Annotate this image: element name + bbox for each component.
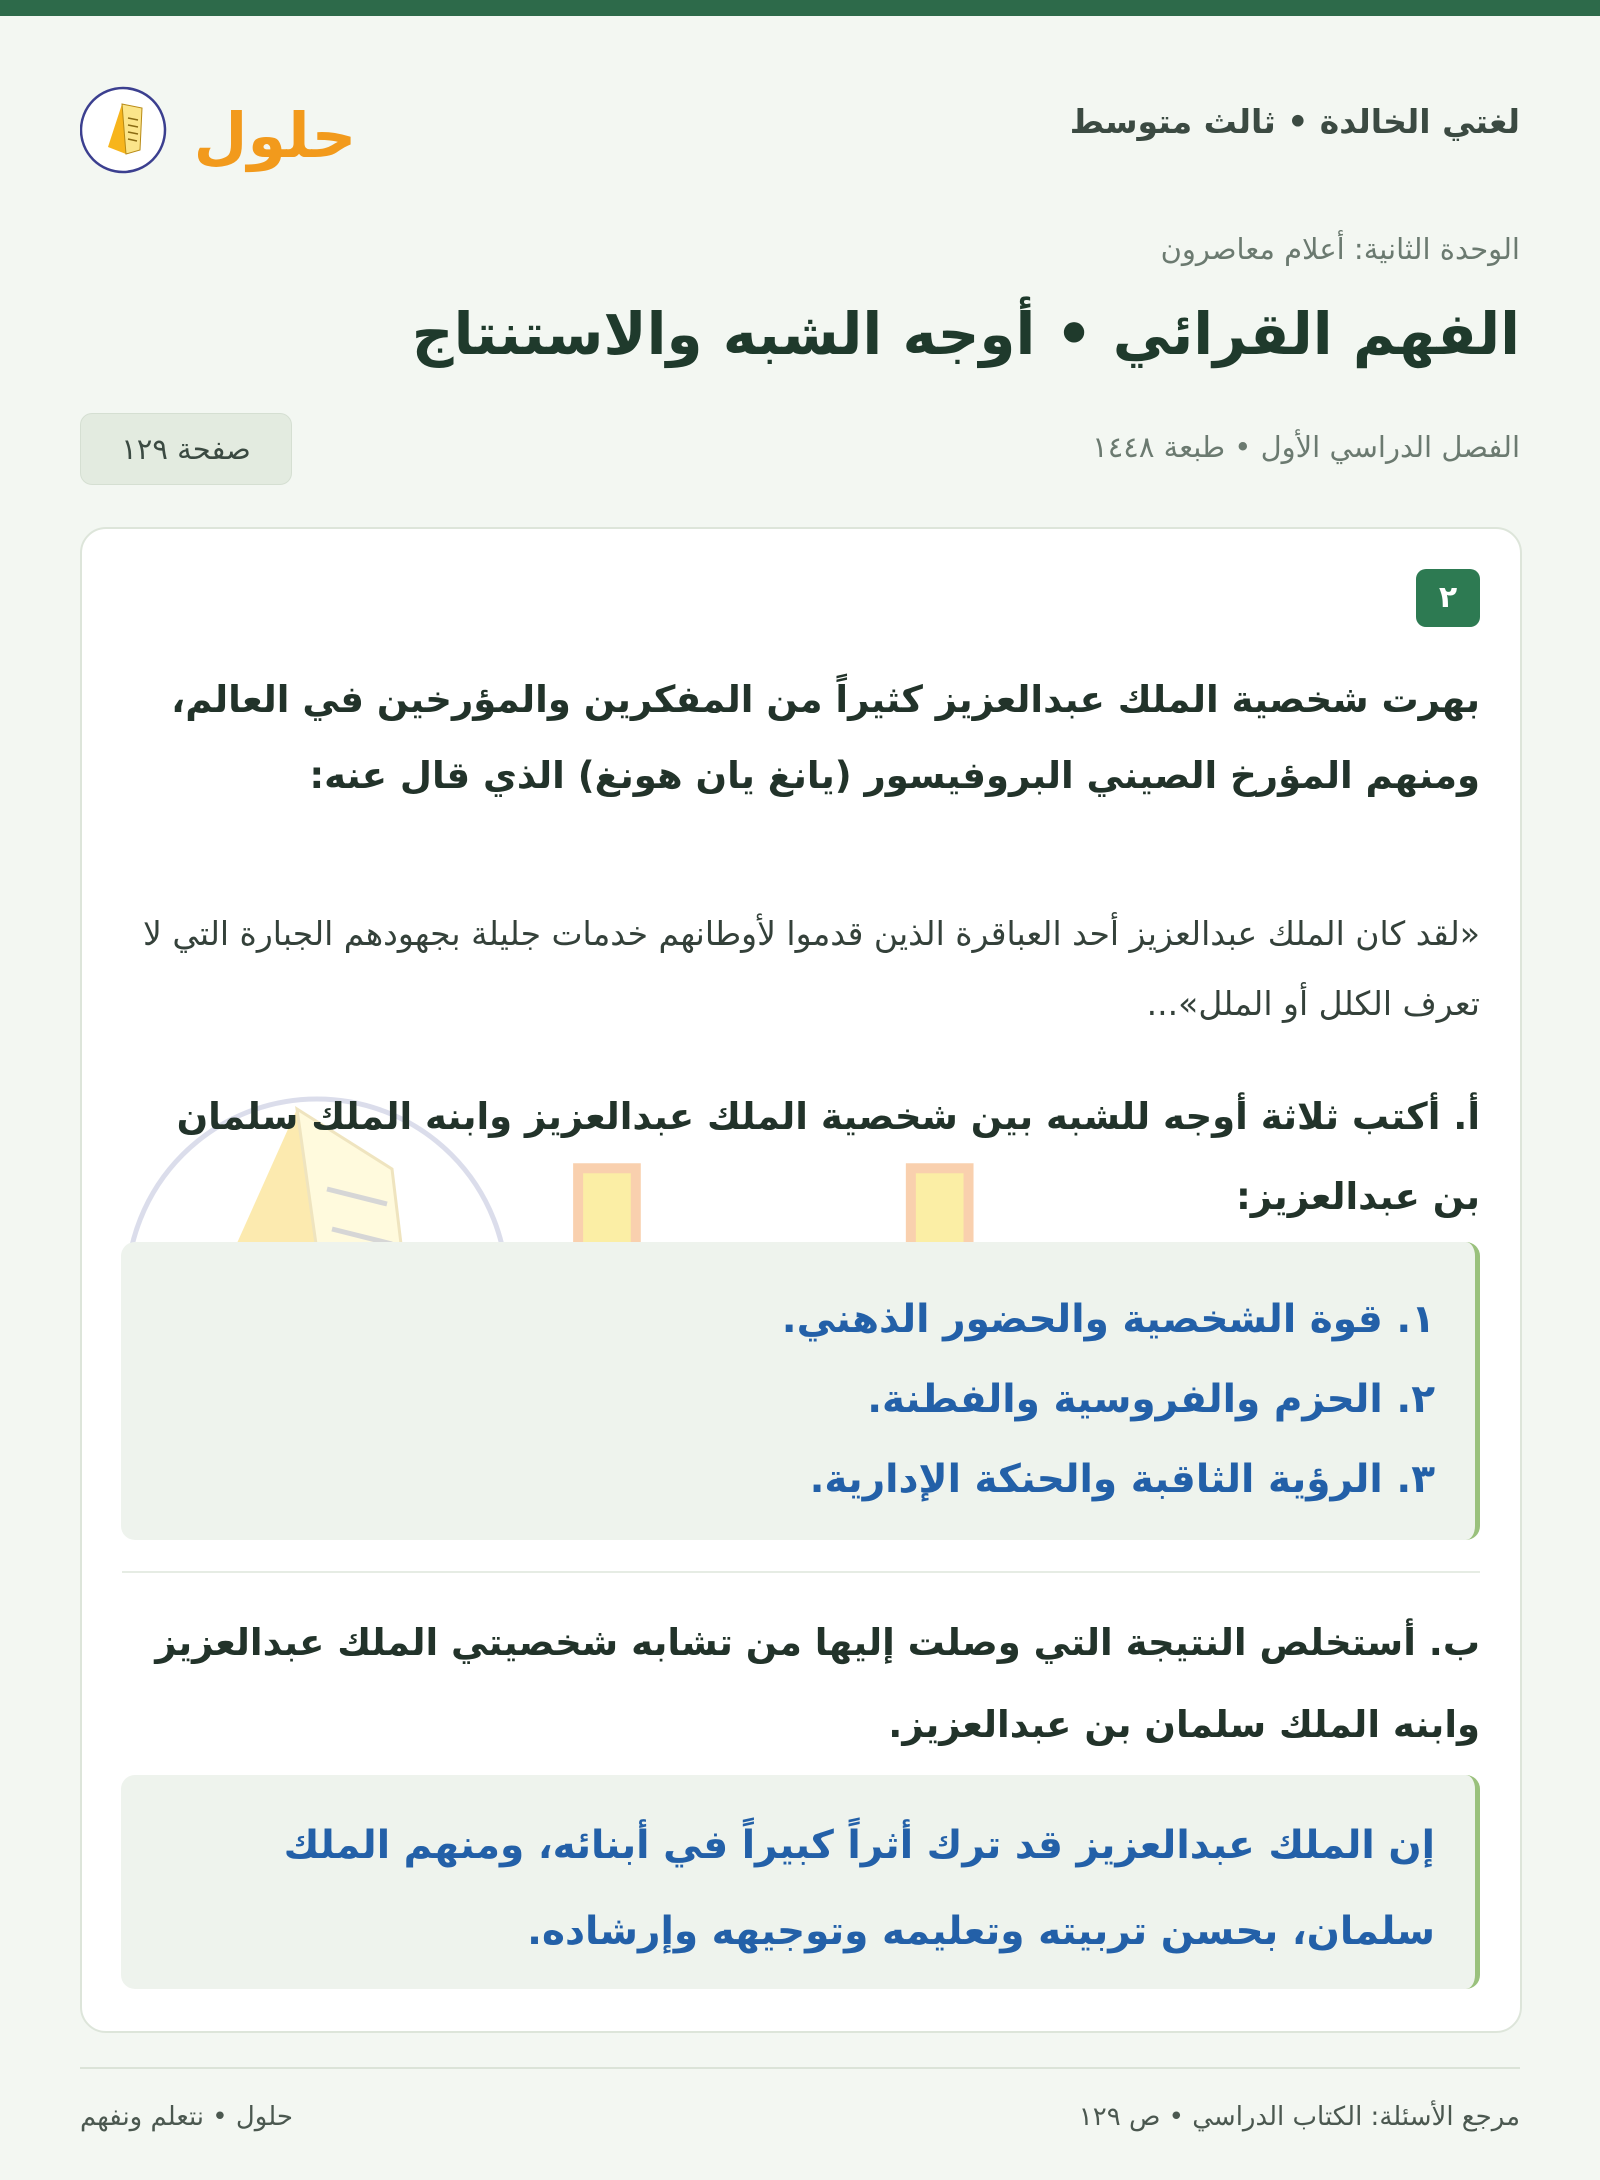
page-number-badge: صفحة ١٢٩ xyxy=(80,413,292,485)
term-edition: الفصل الدراسي الأول • طبعة ١٤٤٨ xyxy=(1092,430,1520,464)
question-card xyxy=(80,527,1522,2033)
part-b-answer-box xyxy=(121,1775,1480,1989)
book-title: لغتي الخالدة • ثالث متوسط xyxy=(1069,102,1520,141)
answer-item: ٢. الحزم والفروسية والفطنة. xyxy=(867,1377,1435,1422)
footer-divider xyxy=(80,2067,1520,2069)
brand-logo[interactable] xyxy=(80,62,380,192)
page-title: الفهم القرائي • أوجه الشبه والاستنتاج xyxy=(411,300,1520,368)
logo-text: حلول xyxy=(193,99,357,172)
quotation: «لقد كان الملك عبدالعزيز أحد العباقرة الذين قدموا لأوطانهم خدمات جليلة بجهودهم الجبارة التي لا تعرف الكلل أو الملل»... xyxy=(143,914,1480,1023)
answer-item: ١. قوة الشخصية والحضور الذهني. xyxy=(781,1297,1435,1342)
top-accent-bar xyxy=(0,0,1600,16)
part-b-answer: إن الملك عبدالعزيز قد ترك أثراً كبيراً في أبنائه، ومنهم الملك سلمان، بحسن تربيته وتعليمه وتوجيهه وإرشاده. xyxy=(283,1823,1435,1954)
question-intro: بهرت شخصية الملك عبدالعزيز كثيراً من المفكرين والمؤرخين في العالم، ومنهم المؤرخ الصيني البروفيسور (يانغ يان هونغ) الذي قال عنه: xyxy=(171,678,1480,797)
footer-brand: حلول • نتعلم ونفهم xyxy=(80,2102,293,2132)
part-a-answer-box xyxy=(121,1242,1480,1540)
page-header xyxy=(80,62,1520,192)
footer-reference: مرجع الأسئلة: الكتاب الدراسي • ص ١٢٩ xyxy=(1078,2102,1520,2132)
part-a-prompt: أ. أكتب ثلاثة أوجه للشبه بين شخصية الملك عبدالعزيز وابنه الملك سلمان بن عبدالعزيز: xyxy=(176,1095,1480,1218)
unit-label: الوحدة الثانية: أعلام معاصرون xyxy=(1160,232,1520,266)
part-b-prompt: ب. أستخلص النتيجة التي وصلت إليها من تشابه شخصيتي الملك عبدالعزيز وابنه الملك سلمان بن عبدالعزيز. xyxy=(155,1621,1480,1746)
section-divider xyxy=(122,1571,1480,1573)
part-a-answer-list xyxy=(121,1242,1475,1520)
answer-item: ٣. الرؤية الثاقبة والحنكة الإدارية. xyxy=(809,1457,1435,1502)
question-number-badge: ٢ xyxy=(1416,569,1480,627)
